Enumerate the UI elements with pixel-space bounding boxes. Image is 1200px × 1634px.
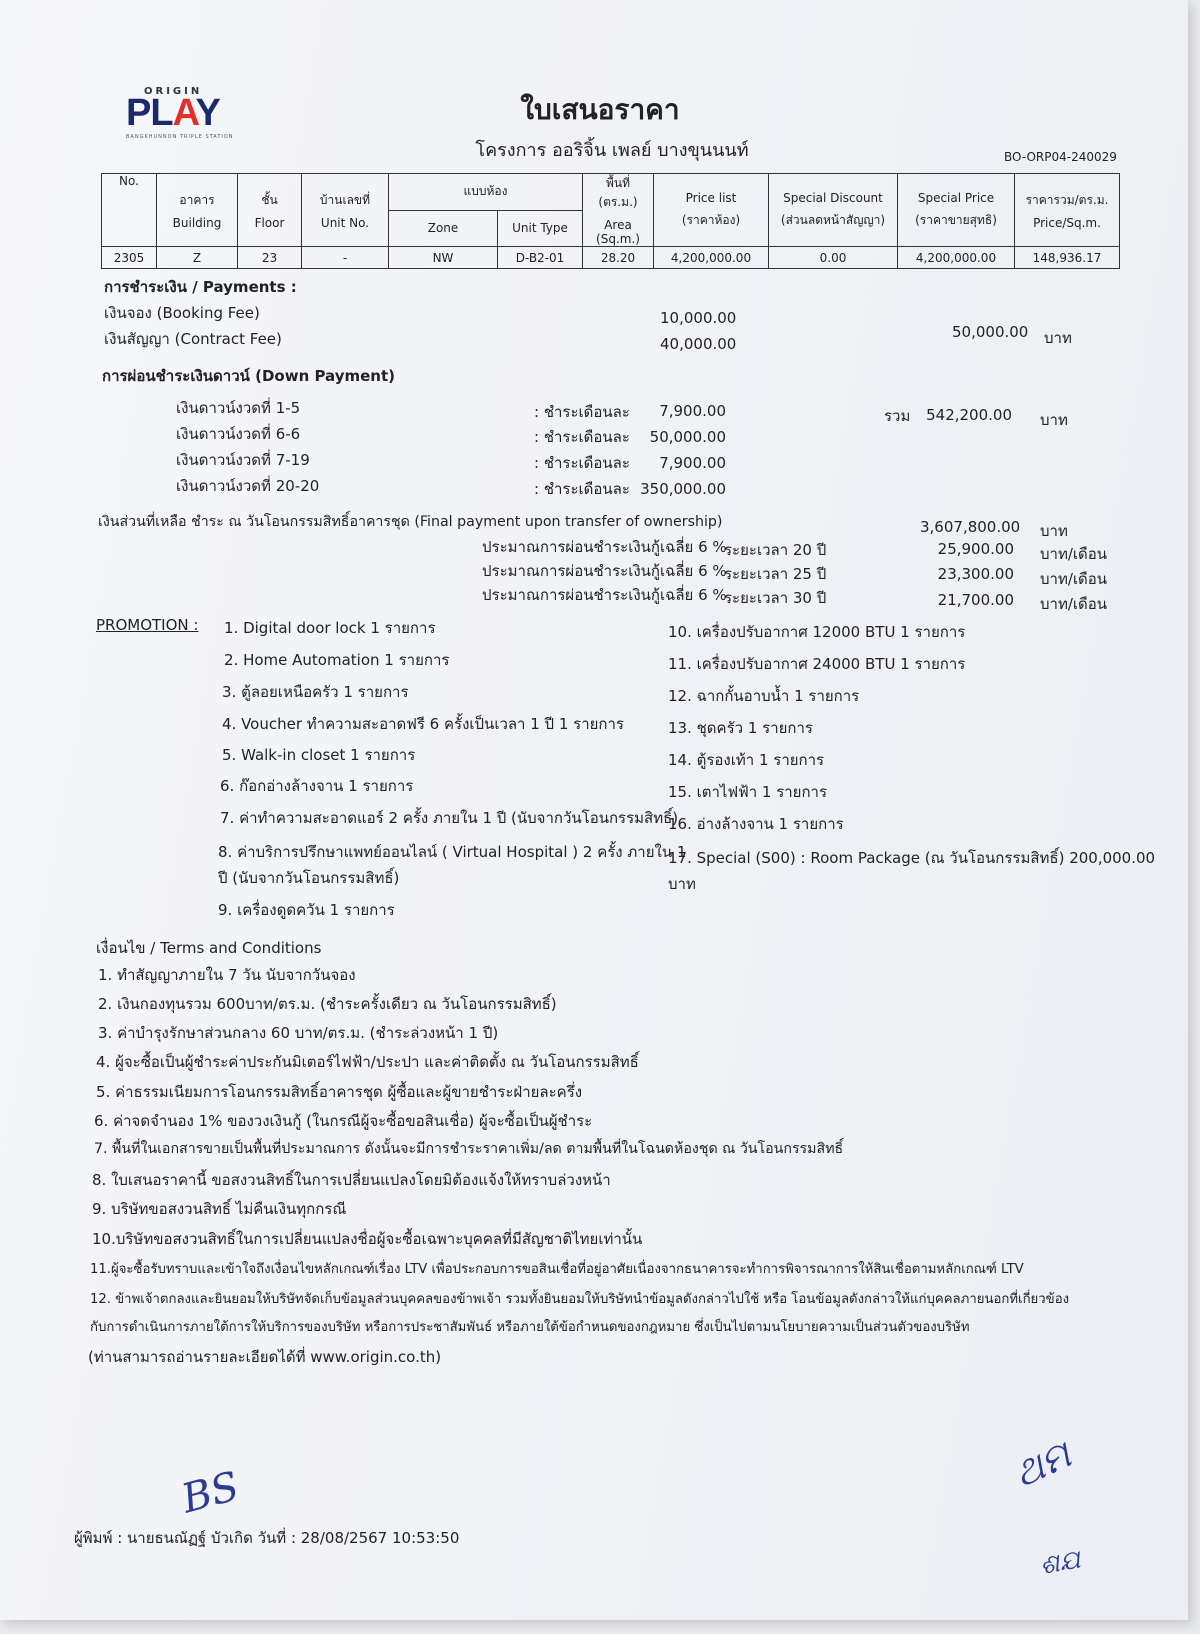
payments-heading: การชำระเงิน / Payments : xyxy=(104,278,297,296)
loan-label-2: ประมาณการผ่อนชำระเงินกู้เฉลี่ย 6 % xyxy=(482,562,727,580)
loan-term-1: ระยะเวลา 20 ปี xyxy=(724,541,827,559)
cell-area: 28.20 xyxy=(583,247,654,269)
cell-no: 2305 xyxy=(102,247,157,269)
terms-heading: เงื่อนไข / Terms and Conditions xyxy=(96,939,322,957)
booking-amount: 10,000.00 xyxy=(660,309,737,327)
term-item: 5. ค่าธรรมเนียมการโอนกรรมสิทธิ์อาคารชุด ผู้ซื้อและผู้ขายชำระฝ่ายละครึ่ง xyxy=(96,1083,583,1101)
promo-item: 2. Home Automation 1 รายการ xyxy=(224,651,450,669)
term-item: 2. เงินกองทุนรวม 600บาท/ตร.ม. (ชำระครั้งเดียว ณ วันโอนกรรมสิทธิ์) xyxy=(98,995,557,1013)
col-plan: แบบห้อง xyxy=(389,174,583,211)
printed-by: ผู้พิมพ์ : นายธนณัฏฐ์ บัวเกิด วันที่ : 28/08/2567 10:53:50 xyxy=(74,1529,460,1547)
down-amount-1: 7,900.00 xyxy=(659,402,726,420)
promo-item: 4. Voucher ทำความสะอาดฟรี 6 ครั้งเป็นเวลา 1 ปี 1 รายการ xyxy=(222,715,624,733)
col-building: อาคาร Building xyxy=(157,174,238,247)
promo-item: 16. อ่างล้างจาน 1 รายการ xyxy=(668,815,844,833)
loan-label-1: ประมาณการผ่อนชำระเงินกู้เฉลี่ย 6 % xyxy=(482,538,727,556)
col-psm: ราคารวม/ตร.ม. Price/Sq.m. xyxy=(1015,174,1120,247)
term-item: 12. ข้าพเจ้าตกลงและยินยอมให้บริษัทจัดเก็บข้อมูลส่วนบุคคลของข้าพเจ้า รวมทั้งยินยอมให้บริษัทนำข้อมูลดังกล่าวไปใช้ หรือ โอนข้อมูลดังกล่าวให้แก่บุคคลภายนอกที่เกี่ยวข้อง xyxy=(90,1292,1070,1307)
cell-building: Z xyxy=(157,247,238,269)
cell-unit-type: D-B2-01 xyxy=(498,247,583,269)
col-unit: บ้านเลขที่ Unit No. xyxy=(302,174,389,247)
cell-psm: 148,936.17 xyxy=(1015,247,1120,269)
col-price: Price list (ราคาห้อง) xyxy=(654,174,769,247)
logo-main-text: PLAY xyxy=(126,92,220,134)
down-total-amount: 542,200.00 xyxy=(926,406,1012,424)
unit-table xyxy=(101,173,1120,269)
term-item: 8. ใบเสนอราคานี้ ขอสงวนสิทธิ์ในการเปลี่ยนแปลงโดยมิต้องแจ้งให้ทราบล่วงหน้า xyxy=(92,1171,611,1189)
term-item: 10.บริษัทขอสงวนสิทธิ์ในการเปลี่ยนแปลงชื่อผู้จะซื้อเฉพาะบุคคลที่มีสัญชาติไทยเท่านั้น xyxy=(92,1230,643,1248)
col-zone: Zone xyxy=(389,210,498,247)
promotion-heading: PROMOTION : xyxy=(96,616,199,634)
down-monthly-3: : ชำระเดือนละ xyxy=(534,454,630,472)
down-total-unit: บาท xyxy=(1040,411,1068,429)
promo-item: 12. ฉากกั้นอาบน้ำ 1 รายการ xyxy=(668,687,860,705)
down-label-4: เงินดาวน์งวดที่ 20-20 xyxy=(176,477,320,495)
term-item: 4. ผู้จะซื้อเป็นผู้ชำระค่าประกันมิเตอร์ไฟฟ้า/ประปา และค่าติดตั้ง ณ วันโอนกรรมสิทธิ์ xyxy=(96,1053,639,1071)
loan-amount-2: 23,300.00 xyxy=(937,565,1014,583)
loan-term-2: ระยะเวลา 25 ปี xyxy=(724,565,827,583)
col-unit-type: Unit Type xyxy=(498,210,583,247)
term-item: 7. พื้นที่ในเอกสารขายเป็นพื้นที่ประมาณการ ดังนั้นจะมีการชำระราคาเพิ่ม/ลด ตามพื้นที่ในโฉนดห้องชุด ณ วันโอนกรรมสิทธิ์ xyxy=(94,1141,844,1157)
loan-amount-3: 21,700.00 xyxy=(937,591,1014,609)
loan-unit-3: บาท/เดือน xyxy=(1040,595,1108,613)
col-discount: Special Discount (ส่วนลดหน้าสัญญา) xyxy=(769,174,898,247)
promo-item: 7. ค่าทำความสะอาดแอร์ 2 ครั้ง ภายใน 1 ปี (นับจากวันโอนกรรมสิทธิ์) xyxy=(220,809,679,827)
subtotal-unit: บาท xyxy=(1044,329,1072,347)
contract-amount: 40,000.00 xyxy=(660,335,737,353)
down-label-3: เงินดาวน์งวดที่ 7-19 xyxy=(176,451,310,469)
down-monthly-2: : ชำระเดือนละ xyxy=(534,428,630,446)
loan-unit-2: บาท/เดือน xyxy=(1040,570,1108,588)
promo-item: 1. Digital door lock 1 รายการ xyxy=(224,619,436,637)
promo-item: 15. เตาไฟฟ้า 1 รายการ xyxy=(668,783,828,801)
cell-zone: NW xyxy=(389,247,498,269)
term-item: 3. ค่าบำรุงรักษาส่วนกลาง 60 บาท/ตร.ม. (ชำระล่วงหน้า 1 ปี) xyxy=(98,1024,499,1042)
cell-price: 4,200,000.00 xyxy=(654,247,769,269)
logo-top-text: ORIGIN xyxy=(144,86,203,97)
promo-item: 11. เครื่องปรับอากาศ 24000 BTU 1 รายการ xyxy=(668,655,966,673)
down-amount-3: 7,900.00 xyxy=(659,454,726,472)
final-payment-unit: บาท xyxy=(1040,522,1068,540)
final-payment-label: เงินส่วนที่เหลือ ชำระ ณ วันโอนกรรมสิทธิ์อาคารชุด (Final payment upon transfer of ownership) xyxy=(98,514,723,530)
promo-item: 17. Special (S00) : Room Package (ณ วันโอนกรรมสิทธิ์) 200,000.00 xyxy=(668,849,1156,867)
term-item: 11.ผู้จะซื้อรับทราบและเข้าใจถึงเงื่อนไขหลักเกณฑ์เรื่อง LTV เพื่อประกอบการขอสินเชื่อที่อยู่อาศัยเนื่องจากธนาคารจะทำการพิจารณาการให้สินเชื่อตามหลักเกณฑ์ LTV xyxy=(90,1262,1024,1277)
promo-item: 13. ชุดครัว 1 รายการ xyxy=(668,719,813,737)
loan-amount-1: 25,900.00 xyxy=(937,540,1014,558)
document-number: BO-ORP04-240029 xyxy=(1004,150,1117,164)
term-item: 9. บริษัทขอสงวนสิทธิ์ ไม่คืนเงินทุกกรณี xyxy=(92,1200,347,1218)
logo-sub-text: BANGKHUNNON TRIPLE STATION xyxy=(126,134,234,140)
down-monthly-1: : ชำระเดือนละ xyxy=(534,403,630,421)
page-title: ใบเสนอราคา xyxy=(520,93,680,126)
col-area: พื้นที่ (ตร.ม.) Area (Sq.m.) xyxy=(583,174,654,247)
payment-subtotal: 50,000.00 xyxy=(952,323,1029,341)
loan-unit-1: บาท/เดือน xyxy=(1040,545,1108,563)
down-label-2: เงินดาวน์งวดที่ 6-6 xyxy=(176,425,301,443)
term-item: 6. ค่าจดจำนอง 1% ของวงเงินกู้ (ในกรณีผู้จะซื้อขอสินเชื่อ) ผู้จะซื้อเป็นผู้ชำระ xyxy=(94,1112,593,1130)
promo-item: 14. ตู้รองเท้า 1 รายการ xyxy=(668,751,825,769)
promo-item: 8. ค่าบริการปรึกษาแพทย์ออนไลน์ ( Virtual Hospital ) 2 ครั้ง ภายใน 1 xyxy=(218,843,687,861)
promo-item: 5. Walk-in closet 1 รายการ xyxy=(222,746,416,764)
col-no: No. xyxy=(102,174,157,247)
down-amount-4: 350,000.00 xyxy=(640,480,726,498)
col-special: Special Price (ราคาขายสุทธิ) xyxy=(898,174,1015,247)
down-amount-2: 50,000.00 xyxy=(649,428,726,446)
promo-item: 9. เครื่องดูดควัน 1 รายการ xyxy=(218,901,395,919)
cell-floor: 23 xyxy=(238,247,302,269)
table-row xyxy=(102,247,1120,269)
cell-special: 4,200,000.00 xyxy=(898,247,1015,269)
down-monthly-4: : ชำระเดือนละ xyxy=(534,480,630,498)
term-item: 1. ทำสัญญาภายใน 7 วัน นับจากวันจอง xyxy=(98,966,356,984)
cell-unit: - xyxy=(302,247,389,269)
signature-2: ଥମ xyxy=(1007,1432,1078,1497)
final-payment-amount: 3,607,800.00 xyxy=(920,518,1021,536)
term-item-cont: กับการดำเนินการภายใต้การให้บริการของบริษัท หรือการประชาสัมพันธ์ หรือภายใต้ข้อกำหนดของกฎหมาย ซึ่งเป็นไปตามนโยบายความเป็นส่วนตัวของบริษัท xyxy=(90,1320,970,1335)
table-header-row xyxy=(102,174,1120,211)
booking-label: เงินจอง (Booking Fee) xyxy=(104,304,260,322)
col-floor: ชั้น Floor xyxy=(238,174,302,247)
term-item-note: (ท่านสามารถอ่านรายละเอียดได้ที่ www.origin.co.th) xyxy=(88,1348,442,1366)
promo-item-cont: บาท xyxy=(668,875,696,893)
project-name: โครงการ ออริจิ้น เพลย์ บางขุนนนท์ xyxy=(475,140,749,161)
cell-discount: 0.00 xyxy=(769,247,898,269)
promo-item: 6. ก๊อกอ่างล้างจาน 1 รายการ xyxy=(220,777,414,795)
down-payment-heading: การผ่อนชำระเงินดาวน์ (Down Payment) xyxy=(102,367,396,385)
loan-label-3: ประมาณการผ่อนชำระเงินกู้เฉลี่ย 6 % xyxy=(482,586,727,604)
promo-item: 10. เครื่องปรับอากาศ 12000 BTU 1 รายการ xyxy=(668,623,966,641)
down-total-label: รวม xyxy=(884,407,911,425)
loan-term-3: ระยะเวลา 30 ปี xyxy=(724,589,827,607)
promo-item-cont: ปี (นับจากวันโอนกรรมสิทธิ์) xyxy=(218,869,400,887)
contract-label: เงินสัญญา (Contract Fee) xyxy=(104,330,282,348)
signature-1: BS xyxy=(177,1463,244,1523)
down-label-1: เงินดาวน์งวดที่ 1-5 xyxy=(176,399,301,417)
signature-3: ଶଯ xyxy=(1037,1544,1083,1582)
promo-item: 3. ตู้ลอยเหนือครัว 1 รายการ xyxy=(222,683,409,701)
